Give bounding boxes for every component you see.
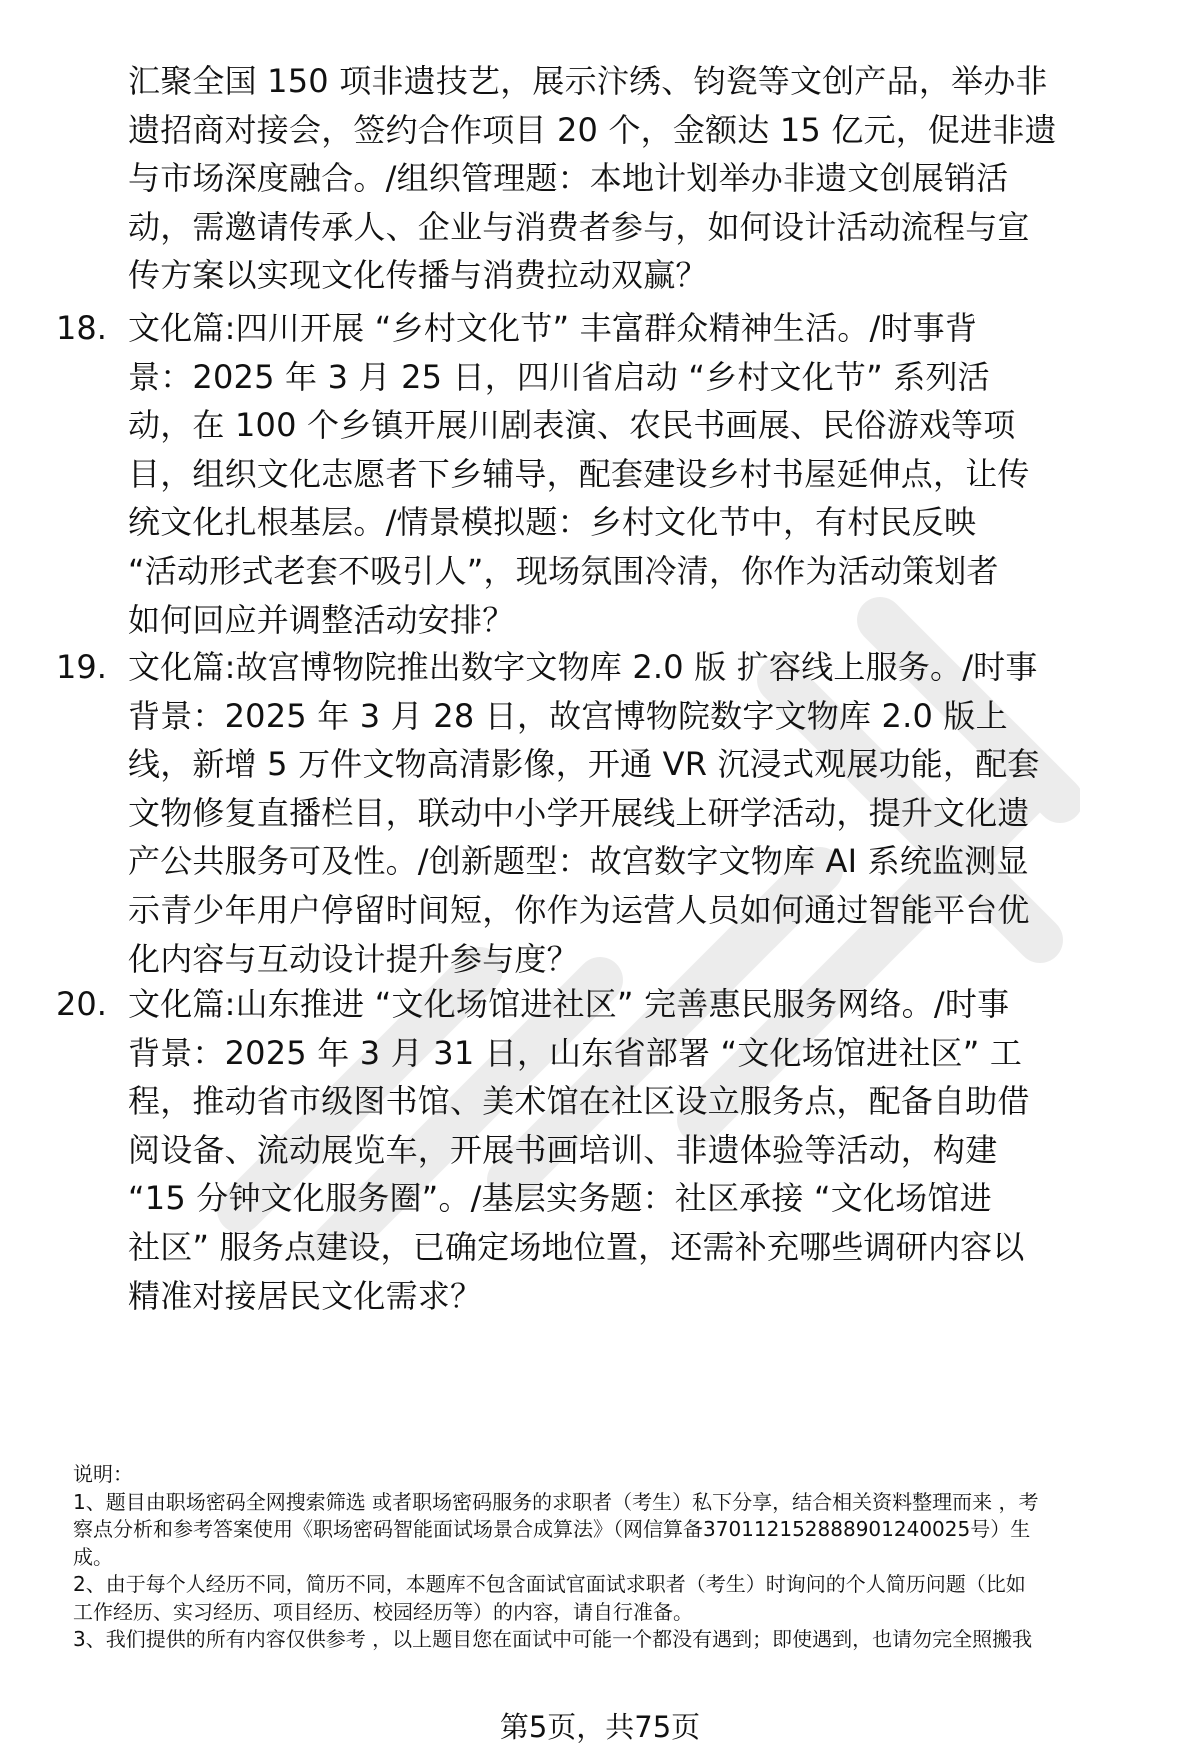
question-number: 18. [56,309,107,347]
question-text: 文化篇:山东推进 “文化场馆进社区” 完善惠民服务网络。/时事 背景：2025 年 3 月 31 日，山东省部署 “文化场馆进社区” 工 程，推动省市级图书馆、美术馆在社区设立服务点，配备自助借 阅设备、流动展览车，开展书画培训、非遗体验等活动，构建 “15 分钟文化服务圈”。/基层实务题：社区承接 “文化场馆进 社区” 服务点建设，已确定场地位置，还需补充哪些调研内容以 精准对接居民文化需求？ [128,985,1030,1315]
question-text: 文化篇:四川开展 “乡村文化节” 丰富群众精神生活。/时事背 景：2025 年 3 月 25 日，四川省启动 “乡村文化节” 系列活 动，在 100 个乡镇开展川剧表演、农民书画展、民俗游戏等项 目，组织文化志愿者下乡辅导，配套建设乡村书屋延伸点，让传 统文化扎根基层。/情景模拟题：乡村文化节中，有村民反映 “活动形式老套不吸引人”，现场氛围冷清，你作为活动策划者 如何回应并调整活动安排？ [128,309,1030,639]
question-text: 文化篇:故宫博物院推出数字文物库 2.0 版 扩容线上服务。/时事 背景：2025 年 3 月 28 日，故宫博物院数字文物库 2.0 版上 线，新增 5 万件文物高清影像，开通 VR 沉浸式观展功能，配套 文物修复直播栏目，联动中小学开展线上研学活动，提升文化遗 产公共服务可及性。/创新题型：故宫数字文物库 AI 系统监测显 示青少年用户停留时间短，你作为运营人员如何通过智能平台优 化内容与互动设计提升参与度？ [128,648,1040,978]
notes-section [73,1461,1163,1654]
note-item-2: 2、由于每个人经历不同，简历不同，本题库不包含面试官面试求职者（考生）时询问的个人简历问题（比如 工作经历、实习经历、项目经历、校园经历等）的内容，请自行准备。 [73,1572,1026,1624]
continuation-paragraph: 汇聚全国 150 项非遗技艺，展示汴绣、钧瓷等文创产品，举办非 遗招商对接会，签约合作项目 20 个，金额达 15 亿元，促进非遗 与市场深度融合。/组织管理题：本地计划举办非遗文创展销活 动，需邀请传承人、企业与消费者参与，如何设计活动流程与宣 传方案以实现文化传播与消费拉动双赢？ [128,62,1057,295]
note-item-1: 1、题目由职场密码全网搜索筛选 或者职场密码服务的求职者（考生）私下分享，结合相关资料整理而来 ，考 察点分析和参考答案使用《职场密码智能面试场景合成算法》（网信算备370112152888901240025号）生 成。 [73,1489,1039,1569]
question-number: 20. [56,985,107,1023]
note-item-3: 3、我们提供的所有内容仅供参考 ，以上题目您在面试中可能一个都没有遇到；即使遇到，也请勿完全照搬我 [73,1627,1033,1651]
page-number-footer: 第5页，共75页 [499,1710,701,1744]
notes-heading: 说明： [73,1462,133,1486]
question-number: 19. [56,648,107,686]
